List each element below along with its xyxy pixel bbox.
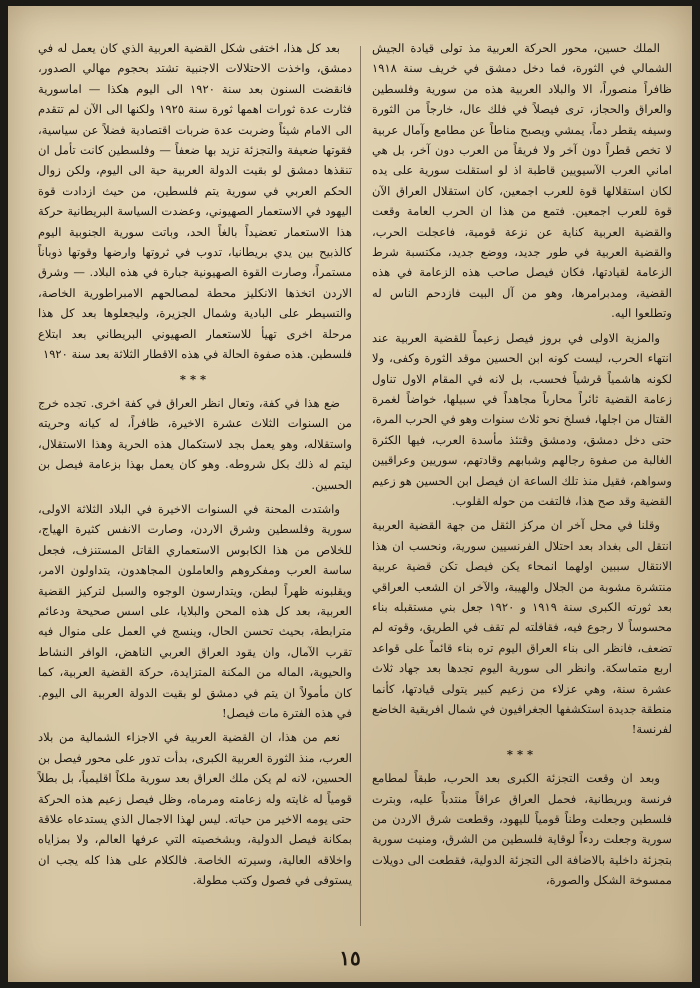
right-paragraph-1: الملك حسين، محور الحركة العربية مذ تولى قيادة الجيش الشمالي في الثورة، فما دخل دمشق في خريف سنة ١٩١٨ ظافراً منصوراً، الا والبلاد العربية هذه من سورية وفلسطين والعراق والحجاز، ترى فيصلاً في فلك عال، خارجاً من الثورة وسيفه يقطر دماً، يمشي ويصبح مناطاً عن مطامع وآمال عربية لا تخص قطراً دون آخر ولا فريقاً من العرب دون آخر، بل هي اماني العرب الآسيويين قاطبة اذ لو استقلت سورية على يده لكان استقلالها قوة للعرب اجمعين، كان استقلال العراق الآن قوة للعرب اجمعين. فتمع من هذا ان الحرب العامة وقعت والقضية العربية كناية عن نزعة قومية، فاعجلت الحرب، والقضية العربية في طور جديد، ووضع جديد، مكتسبة شرط الزعامة لقيادتها، فكان فيصل صاحب هذه الزعامة في هذه القضية، ومدبرامرها، وهو من آل البيت فازدحم الناس له وتطلعوا اليه. [372,41,672,321]
left-paragraph-4: نعم من هذا، ان القضية العربية في الاجزاء الشمالية من بلاد العرب، منذ الثورة العربية الكبرى، بدأت تدور على محور فيصل بن الحسين، لانه لم يكن ملك العراق بعد سورية ملكاً اقليمياً، بل بطلاً قومياً له غايته وله زعامته ومرماه، وظل فيصل زعيم هذه الحركة حتى يومه الاخير من حياته. ليس لهذا الاجمال الذي يستدعاه علاقة بمكانة فيصل الدولية، وبشخصيته التي عرفها العالم، ولا بمزاياه واخلاقه العالية، وسيرته الخاصة. فالكلام على هذا كله يجب ان يستوفى في فصول وكتب مطولة. [38,730,352,888]
right-column [372,38,672,895]
column-divider [360,46,361,926]
section-separator: *** [179,371,211,386]
section-separator: *** [506,746,538,761]
page-number: ١٥ [339,946,361,970]
magazine-page [8,6,692,982]
right-paragraph-4: وبعد ان وقعت التجزئة الكبرى بعد الحرب، طبقاً لمطامع فرنسة وبريطانية، فحمل العراق عراقاً منتدباً عليه، وبترت فلسطين وجعلت وطناً قومياً لليهود، وقطعت شرق الاردن من سورية وجعلت ردءاً لوقاية فلسطين من الشرق، ومنيت سورية بتجزئة داخلية بالاضافة الى التجزئة الدولية، فقطعت الى دويلات ممسوخة الشكل والصورة، [372,771,672,888]
left-column [38,38,352,895]
left-paragraph-2: ضع هذا في كفة، وتعال انظر العراق في كفة اخرى. تجده خرج من السنوات الثلاث عشرة الاخيرة، ظافراً، له كيانه وحريته واستقلاله، وهو يعمل بجد لاستكمال هذه الحرية وهذا الاستقلال، ليتم له ذلك بكل شروطه. وهو كان يعمل بهذا بزعامة فيصل بن الحسين. [38,395,352,492]
left-paragraph-1: بعد كل هذا، اختفى شكل القضية العربية الذي كان يعمل له في دمشق، واخذت الاحتلالات الاجنبية تشتد بحجوم مهالي الصدور، فانقضت السنون بعد سنة ١٩٢٠ الى اليوم هكذا — اماسورية فثارت عدة ثورات اهمها ثورة سنة ١٩٢٥ ولكنها الى الآن لم تتقدم الى الامام شيئاً وضربت عدة ضربات اقتصادية فضلاً عن سياسية، فقوتها ضعيفة والتجزئة تزيد بها ضعفاً — وفلسطين كانت تأمل ان تنقذها دمشق لو بقيت الدولة العربية حية الى اليوم، ولكن زوال الحكم العربي في سورية يتم فلسطين، من حيث ازدادت قوة اليهود في الاستعمار الصهيوني، وعضدت السياسة البريطانية حركة هذا الاستعمار تعضيداً بالغاً الحد، وباتت سورية الجنوبية اليوم كالذبيح بين يدي بريطانيا، تدوب في ثروتها وارضها وقوتها ذوباناً مستمراً، وصارت القوة الصهيونية جبارة في هذه البلاد. — وشرق الاردن اتخذها الانكليز محطة لمصالحهم الامبراطورية الخاصة، والتسيطر على البادية وشمال الجزيرة، وليجعلوها بعد كل هذا مرحلة اخرى تهيأ للاستعمار الصهيوني البريطاني بعد ابتلاع فلسطين. هذه صفوة الحالة في هذه الاقطار الثلاثة بعد سنة ١٩٢٠ [38,41,353,362]
right-paragraph-3: وقلنا في محل آخر ان مركز الثقل من جهة القضية العربية انتقل الى بغداد بعد احتلال الفرنسيين سورية، ونحسب ان هذا الانتقال سببين اولهما انمحاء يكن فيصل تكن قضية عربية منتشرة مشوبة من الجلال والهيبة، والآخر ان الشعب العراقي بعد ثورته الكبرى سنة ١٩١٩ و ١٩٢٠ جعل بني مستقبله بناء محسوساً لا رجوع فيه، فقافلته لم تقف في الطريق، وقوته لم تضعف، فانظر الى بناء العراق اليوم تره بناء قائماً على قواعد اربع متماسكة. وانظر الى سورية اليوم تجدها بعد جهاد ثلاث عشرة سنة، وهي عزلاء من زعيم كبير يتولى قيادتها، كأنما منطقة جديدة استكشفها الجغرافيون في شمال افريقية الخاضع لفرنسة! [372,518,672,737]
right-paragraph-2: والمزية الاولى في بروز فيصل زعيماً للقضية العربية عند انتهاء الحرب، ليست كونه ابن الحسين موقد الثورة وكفى، ولا لكونه هاشمياً قرشياً فحسب، بل لانه في المقام الاول تناول زعامة القضية ثائراً محارباً مجاهداً في سبيلها، خواضاً لغمرة القتال من اجلها، فسلخ نحو ثلاث سنوات وهو في الحرب المرة، حتى دخل دمشق، ودمشق وقتئذ مأسدة العرب، فيها الكثرة الغالبة من صفوة رجالهم وشبابهم وقادتهم، سوريين وعراقيين وسواهم، فقيل منذ تلك الساعة ان فيصل ابن الحسين هو زعيم القضية وقد صح هذا، فالتفت من حوله القلوب. [372,330,672,508]
left-paragraph-3: واشتدت المحنة في السنوات الاخيرة في البلاد الثلاثة الاولى، سورية وفلسطين وشرق الاردن، وصارت الانفس كثيرة الهياج، للخلاص من هذا الكابوس الاستعماري القاتل المستنزف، فجعل ساسة العرب ومفكروهم والعاملون المجاهدون، يتداولون الامر، ويقلبونه ظهراً لبطن، ويتدارسون الوجوه والسبل لتركيز القضية العربية، بعد كل هذه المحن والبلايا، على اسس صحيحة ودعائم مترابطة، بحيث تحسن الحال، وينسج في العمل على منوال فيه تقرب الآمال، وان يقود العراق العربي الناهض، الوافر النشاط والحيوية، الماله من المكنة المتزايدة، حركة القضية العربية، كما كان مأمولاً ان يتم في دمشق لو بقيت الدولة العربية الى اليوم. في هذه الفترة مات فيصل! [38,501,352,720]
